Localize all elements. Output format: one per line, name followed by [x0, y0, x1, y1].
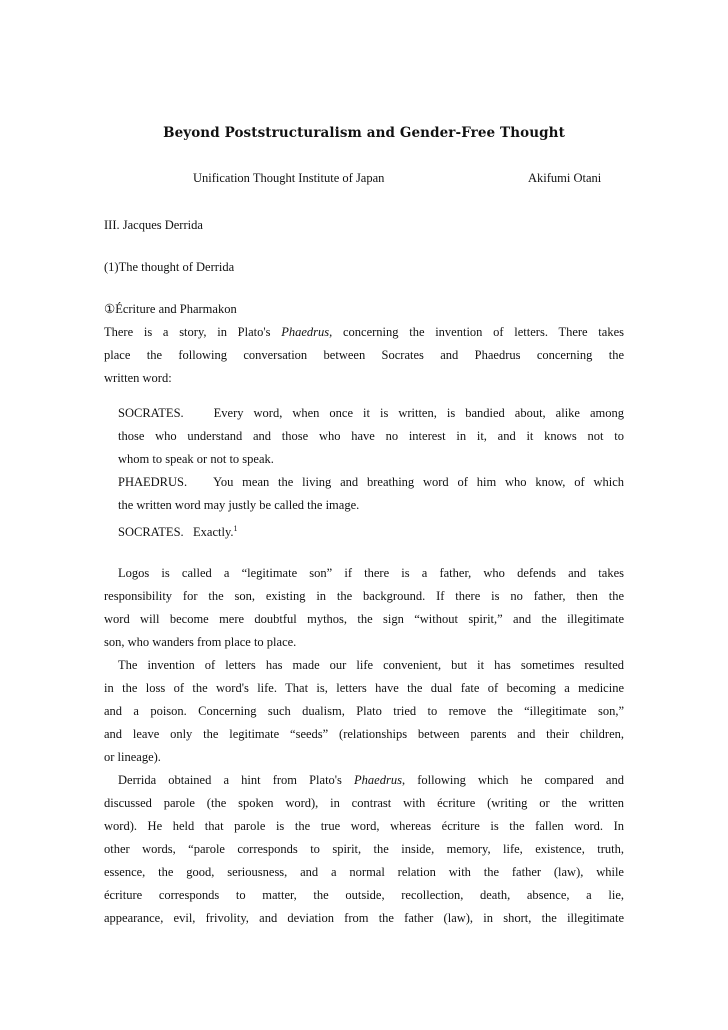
section-heading-text: III. Jacques Derrida	[104, 218, 203, 232]
phaedrus-title-ref-2: Phaedrus	[354, 773, 402, 787]
p2-line-2: in the loss of the word's life. That is, letters have the dual fate of becoming a medicine	[104, 681, 624, 695]
p1-line-1: Logos is called a “legitimate son” if there is a father, who defends and takes	[118, 566, 624, 580]
intro-line-1-start: There is a story, in Plato's	[104, 325, 282, 339]
section-heading	[104, 214, 624, 237]
author-name: Akifumi Otani	[528, 171, 602, 185]
phaedrus-title-ref: Phaedrus	[281, 325, 330, 339]
p3-line-3: word). He held that parole is the true word, whereas écriture is the fallen word. In	[104, 819, 624, 833]
body-paragraph-2	[104, 654, 624, 769]
p3-line-4: other words, “parole corresponds to spirit, the inside, memory, life, existence, truth,	[104, 842, 624, 856]
intro-paragraph	[104, 298, 624, 390]
quote-line-6-text: SOCRATES. Exactly.	[118, 525, 234, 539]
quote-line-1: SOCRATES. Every word, when once it is written, is bandied about, alike among	[118, 406, 624, 420]
author-affiliation: Unification Thought Institute of Japan	[193, 171, 385, 185]
intro-line-1-end: , concerning the invention of letters. There takes	[329, 325, 624, 339]
block-quote	[118, 402, 624, 540]
p3-line-6: écriture corresponds to matter, the outside, recollection, death, absence, a lie,	[104, 888, 624, 902]
quote-line-2: those who understand and those who have no interest in it, and it knows not to	[118, 429, 624, 443]
p3-line-2: discussed parole (the spoken word), in contrast with écriture (writing or the written	[104, 796, 624, 810]
subsection-heading-text: (1)The thought of Derrida	[104, 260, 235, 274]
p2-line-5: or lineage).	[104, 750, 161, 764]
intro-line-2: place the following conversation between Socrates and Phaedrus concerning the	[104, 348, 624, 362]
intro-line-3: written word:	[104, 371, 172, 385]
p1-line-4: son, who wanders from place to place.	[104, 635, 297, 649]
footnote-marker: 1	[233, 524, 238, 533]
body-paragraph-1	[104, 562, 624, 654]
subsection-heading	[104, 256, 624, 279]
quote-line-5: the written word may justly be called the image.	[118, 498, 360, 512]
p2-line-4: and leave only the legitimate “seeds” (relationships between parents and their children,	[104, 727, 624, 741]
p1-line-3: word will become mere doubtful mythos, the sign “without spirit,” and the illegitimate	[104, 612, 624, 626]
document-title: Beyond Poststructuralism and Gender-Free Thought	[163, 125, 565, 141]
quote-line-3: whom to speak or not to speak.	[118, 452, 274, 466]
intro-line-1	[104, 321, 624, 344]
p1-line-2: responsibility for the son, existing in the background. If there is no father, then the	[104, 589, 624, 603]
p3-line-5: essence, the good, seriousness, and a normal relation with the father (law), while	[104, 865, 624, 879]
p3-line-1-start: Derrida obtained a hint from Plato's	[118, 773, 355, 787]
p2-line-1: The invention of letters has made our life convenient, but it has sometimes resulted	[118, 658, 624, 672]
quote-line-6	[118, 517, 624, 540]
item-heading: ①Écriture and Pharmakon	[104, 302, 237, 316]
quote-line-4: PHAEDRUS. You mean the living and breathing word of him who know, of which	[118, 475, 624, 489]
body-paragraph-3	[104, 769, 624, 930]
p3-line-1-end: , following which he compared and	[401, 773, 624, 787]
p3-line-7: appearance, evil, frivolity, and deviation from the father (law), in short, the illegitimate	[104, 911, 624, 925]
p2-line-3: and a poison. Concerning such dualism, Plato tried to remove the “illegitimate son,”	[104, 704, 624, 718]
p3-line-1	[104, 769, 624, 792]
